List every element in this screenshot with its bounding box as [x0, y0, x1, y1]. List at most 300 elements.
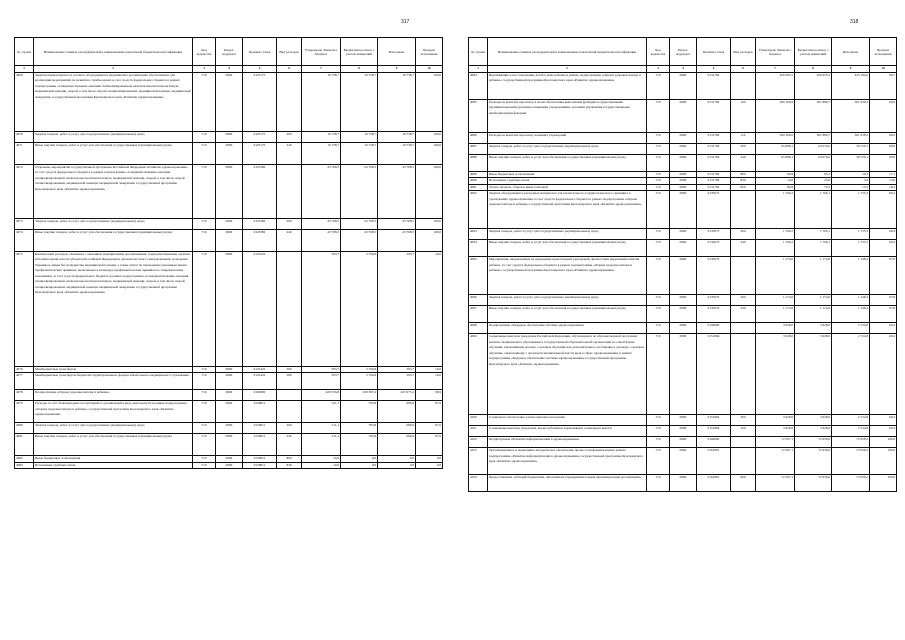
line-number-cell: 4081 [15, 434, 34, 456]
revised-amount-cell: 72,2 [795, 184, 832, 190]
section-code-cell: 0909 [670, 133, 697, 144]
line-number-cell: 4104 [469, 475, 488, 492]
target-article-cell: 0125175 [243, 132, 277, 143]
table-row [469, 448, 897, 475]
executed-amount-cell: 0,0 [378, 462, 416, 468]
approved-amount-cell: 65 898,1 [756, 155, 795, 172]
section-code-cell: 0909 [216, 132, 243, 143]
target-article-cell: 0135079 [697, 306, 731, 323]
expense-kind-cell: 200 [277, 132, 302, 143]
target-article-cell: 0125422 [243, 367, 277, 373]
executed-amount-cell: 3,0 [832, 178, 870, 184]
expense-kind-cell: 300 [731, 415, 756, 426]
expense-name-cell: Иные закупки товаров, работ и услуг для обеспечения государственных (муниципальных) нужд [488, 155, 647, 172]
department-code-cell: 710 [647, 155, 670, 172]
executed-amount-cell: 1 755,3 [832, 240, 870, 257]
target-article-cell: 0125382 [243, 219, 277, 230]
target-article-cell: 0130811 [243, 456, 277, 462]
department-code-cell: 710 [647, 306, 670, 323]
approved-amount-cell: 360 100,6 [756, 100, 795, 133]
column-number: 10 [416, 66, 443, 73]
department-code-cell: 710 [193, 165, 216, 219]
department-code-cell: 710 [647, 334, 670, 415]
column-header: Целевая статья [697, 38, 731, 66]
target-article-cell: 0160000 [697, 437, 731, 448]
table-row [469, 100, 897, 133]
target-article-cell: 0131784 [697, 184, 731, 190]
target-article-cell: 0151804 [697, 426, 731, 437]
expense-name-cell: Межбюджетные трансферты [34, 367, 193, 373]
execution-percent-cell: 16,0 [416, 252, 443, 367]
table-row [15, 462, 443, 468]
approved-amount-cell: 1 766,2 [756, 240, 795, 257]
expense-kind-cell: 320 [731, 426, 756, 437]
section-code-cell: 0909 [670, 334, 697, 415]
page-number: 318 [850, 19, 859, 25]
approved-amount-cell: 593,7 [302, 252, 341, 367]
expense-name-cell: Организационное и нормативно-методическое обеспечение процесса информатизации в рамках подпрограммы «Развитие информатизации в здравоохранении» государственной программы Красноярского края «Развитие здравоохранения» [488, 448, 647, 475]
expense-name-cell: Уплата налогов, сборов и иных платежей [488, 184, 647, 190]
section-code-cell: 0909 [670, 178, 697, 184]
revised-amount-cell: 1 174,0 [795, 257, 832, 295]
approved-amount-cell: 593,7 [302, 373, 341, 390]
column-number-row [469, 66, 897, 73]
department-code-cell: 710 [193, 143, 216, 165]
execution-percent-cell: 16,0 [416, 367, 443, 373]
expense-name-cell: Отдельные мероприятия государственной программы Российской Федерации «Развитие здравоохранения» за счет средств федерального бюджета в рамках подпрограммы «Совершенствование оказания специализированной, включая высокотехнологичную, медицинской помощи, скорой, в том числе скорой специализированной, медицинской помощи, медицинской эвакуации» государственной программы Красноярского края «Развитие здравоохранения» [34, 165, 193, 219]
line-number-cell: 4079 [15, 401, 34, 423]
revised-amount-cell: 3 706,8 [341, 367, 378, 373]
executed-amount-cell: 593,7 [378, 367, 416, 373]
expense-kind-cell: 830 [277, 462, 302, 468]
execution-percent-cell: 18,4 [870, 184, 897, 190]
column-number: 9 [832, 66, 870, 73]
execution-percent-cell: 69,4 [870, 426, 897, 437]
section-code-cell: 0909 [670, 172, 697, 178]
approved-amount-cell: 426 095,5 [756, 73, 795, 100]
expense-name-cell: Социальные выплаты гражданам, кроме публичных нормативных социальных выплат [488, 426, 647, 437]
approved-amount-cell: 72 597,1 [756, 448, 795, 475]
revised-amount-cell: 426 655,5 [795, 73, 832, 100]
column-number: 4 [670, 66, 697, 73]
expense-name-cell: Закупка товаров, работ и услуг для государственных (муниципальных) нужд [34, 132, 193, 143]
executed-amount-cell: 58 729,1 [832, 155, 870, 172]
table-row [15, 434, 443, 456]
table-row [469, 73, 897, 100]
column-header: Раздел-подраздел [216, 38, 243, 66]
table-row [15, 401, 443, 423]
target-article-cell: 0130811 [243, 423, 277, 434]
execution-percent-cell: 0,0 [416, 462, 443, 468]
expense-kind-cell [731, 73, 756, 100]
column-header: Исполнено [378, 38, 416, 66]
column-header: Целевая статья [243, 38, 277, 66]
column-header: Процент исполнения [870, 38, 897, 66]
table-row [469, 229, 897, 240]
department-code-cell: 710 [647, 240, 670, 257]
expense-kind-cell [277, 165, 302, 219]
revised-amount-cell: 1 174,0 [795, 295, 832, 306]
execution-percent-cell: 99,7 [870, 73, 897, 100]
execution-percent-cell: 97,8 [870, 257, 897, 295]
approved-amount-cell: 43 768,5 [302, 230, 341, 252]
execution-percent-cell: 100,0 [870, 448, 897, 475]
revised-amount-cell: 64 679,6 [795, 155, 832, 172]
section-code-cell: 0909 [670, 229, 697, 240]
executed-amount-cell: 16,3 [832, 172, 870, 178]
approved-amount-cell: 1 766,2 [756, 191, 795, 229]
executed-amount-cell: 2 724,8 [832, 415, 870, 426]
target-article-cell: 0131784 [697, 155, 731, 172]
section-code-cell: 0909 [670, 155, 697, 172]
line-number-cell: 4103 [469, 448, 488, 475]
department-code-cell: 710 [193, 219, 216, 230]
line-number-cell: 4080 [15, 423, 34, 434]
column-header: Утверждено Законом о бюджете [302, 38, 341, 66]
expense-kind-cell: 800 [277, 456, 302, 462]
column-header: Утверждено Законом о бюджете [756, 38, 795, 66]
line-number-cell: 4076 [15, 367, 34, 373]
line-number-cell: 4077 [15, 373, 34, 390]
line-number-cell: 4073 [15, 219, 34, 230]
approved-amount-cell: 72 597,1 [756, 437, 795, 448]
executed-amount-cell: 0,0 [378, 456, 416, 462]
approved-amount-cell: 43 768,5 [302, 219, 341, 230]
line-number-cell: 4069 [15, 73, 34, 132]
target-article-cell: 0135079 [697, 257, 731, 295]
expense-kind-cell: 240 [731, 240, 756, 257]
target-article-cell: 0125382 [243, 165, 277, 219]
department-code-cell: 710 [193, 462, 216, 468]
column-number-row [15, 66, 443, 73]
department-code-cell: 710 [647, 178, 670, 184]
expense-kind-cell: 830 [731, 178, 756, 184]
execution-percent-cell: 99,9 [870, 100, 897, 133]
expense-kind-cell [731, 191, 756, 229]
execution-percent-cell: 69,4 [870, 415, 897, 426]
expense-name-cell: Предоставление субсидий бюджетным, автономным учреждениям и иным некоммерческим организациям [488, 475, 647, 492]
execution-percent-cell: 13,0 [870, 178, 897, 184]
table-row [469, 155, 897, 172]
section-code-cell: 0909 [670, 257, 697, 295]
expense-kind-cell [277, 390, 302, 401]
expense-kind-cell [731, 257, 756, 295]
department-code-cell: 710 [647, 448, 670, 475]
department-code-cell: 710 [647, 73, 670, 100]
line-number-cell: 4099 [469, 334, 488, 415]
line-number-cell: 4075 [15, 252, 34, 367]
line-number-cell: 4088 [469, 155, 488, 172]
department-code-cell: 710 [647, 437, 670, 448]
expense-name-cell: Подпрограмма «Кадровое обеспечение системы здравоохранения» [488, 323, 647, 334]
target-article-cell: 0135073 [697, 240, 731, 257]
expense-kind-cell: 850 [731, 184, 756, 190]
expense-kind-cell: 200 [277, 219, 302, 230]
revised-amount-cell: 3 706,8 [341, 373, 378, 390]
section-code-cell: 0909 [670, 426, 697, 437]
approved-amount-cell: 429 556,8 [302, 390, 341, 401]
table-row [15, 73, 443, 132]
executed-amount-cell: 1 755,3 [832, 191, 870, 229]
section-code-cell: 0909 [670, 144, 697, 155]
table-row [15, 165, 443, 219]
execution-percent-cell: 87,6 [416, 423, 443, 434]
expense-name-cell: Закупка оборудования и расходных материалов для неонатального и аудиологического скрининга в учреждениях здравоохранения за счет средств федерального бюджета в рамках подпрограммы «Охрана здоровья матери и ребенка» государственной программы Красноярского края «Развитие здравоохранения» [488, 191, 647, 229]
approved-amount-cell: 72 597,1 [756, 475, 795, 492]
column-number: 2 [488, 66, 647, 73]
revised-amount-cell: 1 766,1 [795, 191, 832, 229]
section-code-cell: 0909 [670, 323, 697, 334]
executed-amount-cell: 2 724,8 [832, 334, 870, 415]
expense-name-cell: Мероприятия, направленные на проведение пренатальной (дородовой) диагностики нарушений развития ребенка, за счет средств федерального бюджета в рамках подпрограммы «Охрана здоровья матери и ребенка» государственной программы Красноярского края «Развитие здравоохранения» [488, 257, 647, 295]
revised-amount-cell: 95,2 [795, 172, 832, 178]
expense-name-cell: Закупка товаров, работ и услуг для государственных (муниципальных) нужд [34, 219, 193, 230]
expense-kind-cell: 580 [277, 373, 302, 390]
executed-amount-cell: 13,3 [832, 184, 870, 190]
expense-name-cell: Компенсация расходов, связанных с оказанием медицинскими организациями, подведомственными органам исполнительной власти субъектов Российской Федерации и органам местного самоуправления, гражданам Украины и лицам без гражданства медицинской помощи, а также затрат по проведению указанным лицам профилактических прививок, включенных в календарь профилактических прививок по эпидемическим показаниям, за счет средств федерального бюджета в рамках подпрограммы «Совершенствование оказания специализированной, включая высокотехнологичную, медицинской помощи, скорой, в том числе скорой специализированной, медицинской помощи, медицинской эвакуации» государственной программы Красноярского края «Развитие здравоохранения» [34, 252, 193, 367]
line-number-cell: 4087 [469, 144, 488, 155]
section-code-cell: 0909 [216, 230, 243, 252]
column-number: 1 [15, 66, 34, 73]
section-code-cell: 0909 [670, 184, 697, 190]
expense-name-cell: Межбюджетные трансферты бюджетам территориальных фондов обязательного медицинского страхования [34, 373, 193, 390]
execution-percent-cell: 87,6 [416, 401, 443, 423]
column-number: 10 [870, 66, 897, 73]
approved-amount-cell: 14,0 [756, 178, 795, 184]
execution-percent-cell: 97,8 [870, 306, 897, 323]
executed-amount-cell: 2 724,8 [832, 323, 870, 334]
department-code-cell: 710 [647, 229, 670, 240]
target-article-cell: 0131784 [697, 100, 731, 133]
revised-amount-cell: 43 768,5 [341, 230, 378, 252]
approved-amount-cell: 593,7 [302, 367, 341, 373]
target-article-cell: 0131784 [697, 144, 731, 155]
column-number: 4 [216, 66, 243, 73]
target-article-cell: 0161801 [697, 448, 731, 475]
line-number-cell: 4094 [469, 240, 488, 257]
execution-percent-cell: 100,0 [416, 73, 443, 132]
right-page [468, 0, 900, 640]
executed-amount-cell: 43 768,5 [378, 219, 416, 230]
column-header: Бюджетная роспись с учетом изменений [341, 38, 378, 66]
executed-amount-cell: 425 975,2 [378, 390, 416, 401]
table-row [469, 415, 897, 426]
approved-amount-cell: 43 768,5 [302, 165, 341, 219]
execution-percent-cell: 100,0 [416, 143, 443, 165]
executed-amount-cell: 361 639,2 [832, 133, 870, 144]
line-number-cell: 4086 [469, 133, 488, 144]
section-code-cell: 0909 [216, 434, 243, 456]
executed-amount-cell: 425 184,6 [832, 73, 870, 100]
execution-percent-cell: 99,4 [870, 229, 897, 240]
approved-amount-cell: 10,0 [302, 456, 341, 462]
section-code-cell: 0909 [670, 100, 697, 133]
column-header: Исполнено [832, 38, 870, 66]
revised-amount-cell: 3 928,0 [795, 415, 832, 426]
table-row [469, 133, 897, 144]
department-code-cell: 710 [647, 100, 670, 133]
line-number-cell: 4078 [15, 390, 34, 401]
department-code-cell: 710 [647, 257, 670, 295]
section-code-cell: 0909 [670, 415, 697, 426]
executed-amount-cell: 686,9 [378, 423, 416, 434]
header-row [15, 38, 443, 66]
revised-amount-cell: 19 738,7 [341, 132, 378, 143]
execution-percent-cell: 98,9 [416, 390, 443, 401]
section-code-cell: 0909 [216, 252, 243, 367]
table-row [15, 132, 443, 143]
section-code-cell: 0909 [670, 73, 697, 100]
expense-name-cell: Расходы на выплаты персоналу казенных учреждений [488, 133, 647, 144]
expense-name-cell: Иные закупки товаров, работ и услуг для обеспечения государственных (муниципальных) нужд [34, 230, 193, 252]
column-number: 3 [647, 66, 670, 73]
left-page [14, 0, 446, 640]
expense-name-cell: Исполнение судебных актов [34, 462, 193, 468]
column-number: 5 [697, 66, 731, 73]
table-row [469, 240, 897, 257]
revised-amount-cell: 43 768,5 [341, 219, 378, 230]
section-code-cell: 0909 [216, 390, 243, 401]
revised-amount-cell: 3 706,8 [341, 252, 378, 367]
table-body [469, 73, 897, 492]
approved-amount-cell: 96,8 [756, 172, 795, 178]
revised-amount-cell: 1 766,1 [795, 240, 832, 257]
column-header: Код ведомства [193, 38, 216, 66]
table-row [15, 143, 443, 165]
target-article-cell: 0135079 [697, 295, 731, 306]
table-row [469, 295, 897, 306]
revised-amount-cell: 430 387,4 [341, 390, 378, 401]
table-header [469, 38, 897, 73]
execution-percent-cell: 16,0 [416, 373, 443, 390]
section-code-cell: 0909 [670, 437, 697, 448]
revised-amount-cell: 23,0 [795, 178, 832, 184]
department-code-cell: 710 [193, 252, 216, 367]
target-article-cell: 0131784 [697, 133, 731, 144]
executed-amount-cell: 593,7 [378, 373, 416, 390]
column-number: 5 [243, 66, 277, 73]
target-article-cell: 0135073 [697, 191, 731, 229]
target-article-cell: 0125382 [243, 230, 277, 252]
execution-percent-cell: 100,0 [416, 230, 443, 252]
line-number-cell: 4083 [15, 462, 34, 468]
target-article-cell: 0130811 [243, 462, 277, 468]
expense-name-cell: Закупка товаров, работ и услуг для государственных (муниципальных) нужд [34, 423, 193, 434]
department-code-cell: 710 [193, 373, 216, 390]
page-number: 317 [401, 19, 410, 25]
expense-kind-cell [731, 323, 756, 334]
header-row [469, 38, 897, 66]
execution-percent-cell: 69,4 [870, 323, 897, 334]
execution-percent-cell: 99,9 [870, 133, 897, 144]
revised-amount-cell: 1 174,0 [795, 306, 832, 323]
executed-amount-cell: 1 148,4 [832, 306, 870, 323]
column-header: Раздел-подраздел [670, 38, 697, 66]
execution-percent-cell: 100,0 [416, 219, 443, 230]
section-code-cell: 0909 [216, 73, 243, 132]
expense-kind-cell: 200 [277, 423, 302, 434]
revised-amount-cell: 783,8 [341, 401, 378, 423]
approved-amount-cell: 3 928,0 [756, 323, 795, 334]
section-code-cell: 0909 [670, 448, 697, 475]
table-row [15, 390, 443, 401]
expense-kind-cell: 200 [731, 295, 756, 306]
target-article-cell: 0150000 [697, 323, 731, 334]
execution-percent-cell: 90,8 [870, 155, 897, 172]
section-code-cell: 0909 [216, 401, 243, 423]
revised-amount-cell: 783,8 [341, 423, 378, 434]
approved-amount-cell: 521,1 [302, 401, 341, 423]
table-row [469, 257, 897, 295]
section-code-cell: 0909 [670, 295, 697, 306]
revised-amount-cell: 19 738,7 [341, 143, 378, 165]
execution-percent-cell: 69,4 [870, 334, 897, 415]
executed-amount-cell: 1 148,4 [832, 257, 870, 295]
column-number: 2 [34, 66, 193, 73]
line-number-cell: 4074 [15, 230, 34, 252]
expense-kind-cell: 240 [731, 155, 756, 172]
approved-amount-cell: 1 174,0 [756, 257, 795, 295]
column-header: № строки [15, 38, 34, 66]
execution-percent-cell: 100,0 [416, 132, 443, 143]
expense-name-cell: Расходы за счет безвозмездных поступлений от организаций в виде деятельности в рамках подпрограммы «Охрана здоровья матери и ребенка» государственной программы Красноярского края «Развитие здравоохранения» [34, 401, 193, 423]
approved-amount-cell: 19 738,7 [302, 73, 341, 132]
approved-amount-cell: 360 100,6 [756, 133, 795, 144]
section-code-cell: 0909 [670, 240, 697, 257]
department-code-cell: 710 [647, 184, 670, 190]
department-code-cell: 710 [193, 456, 216, 462]
executed-amount-cell: 593,7 [378, 252, 416, 367]
department-code-cell: 710 [193, 434, 216, 456]
department-code-cell: 710 [193, 73, 216, 132]
approved-amount-cell: 10,0 [302, 462, 341, 468]
department-code-cell: 710 [193, 230, 216, 252]
table-row [15, 423, 443, 434]
table-row [15, 373, 443, 390]
execution-percent-cell: 99,4 [870, 191, 897, 229]
approved-amount-cell: 1 766,2 [756, 229, 795, 240]
target-article-cell: 0151804 [697, 415, 731, 426]
section-code-cell: 0909 [216, 219, 243, 230]
revised-amount-cell: 64 679,6 [795, 144, 832, 155]
table-row [469, 437, 897, 448]
column-header: Вид расходов [277, 38, 302, 66]
expense-name-cell: Закупки компьютерного и сетевого оборудования в медицинских организациях обеспеченных для реализации мероприятий по развитию службы крови за счет средств федерального бюджета в рамках подпрограммы «Совершенствование оказания специализированной, включая высокотехнологичную, медицинской помощи, скорой, в том числе скорой специализированной, медицинской помощи, медицинской эвакуации» государственной программы Красноярского края «Развитие здравоохранения» [34, 73, 193, 132]
executed-amount-cell: 72 939,2 [832, 448, 870, 475]
department-code-cell: 710 [647, 295, 670, 306]
line-number-cell: 4095 [469, 257, 488, 295]
line-number-cell: 4100 [469, 415, 488, 426]
approved-amount-cell: 511,1 [302, 434, 341, 456]
department-code-cell: 710 [193, 367, 216, 373]
table-row [469, 144, 897, 155]
expense-kind-cell: 240 [731, 306, 756, 323]
column-number: 7 [302, 66, 341, 73]
table-row [469, 334, 897, 415]
expense-kind-cell [277, 252, 302, 367]
department-code-cell: 710 [193, 423, 216, 434]
section-code-cell: 0909 [216, 165, 243, 219]
line-number-cell: 4096 [469, 295, 488, 306]
line-number-cell: 4070 [15, 132, 34, 143]
department-code-cell: 710 [647, 191, 670, 229]
line-number-cell: 4091 [469, 184, 488, 190]
target-article-cell: 0125175 [243, 143, 277, 165]
revised-amount-cell: 3 928,0 [795, 334, 832, 415]
budget-table [14, 37, 443, 469]
department-code-cell: 710 [647, 144, 670, 155]
target-article-cell: 0130811 [243, 401, 277, 423]
